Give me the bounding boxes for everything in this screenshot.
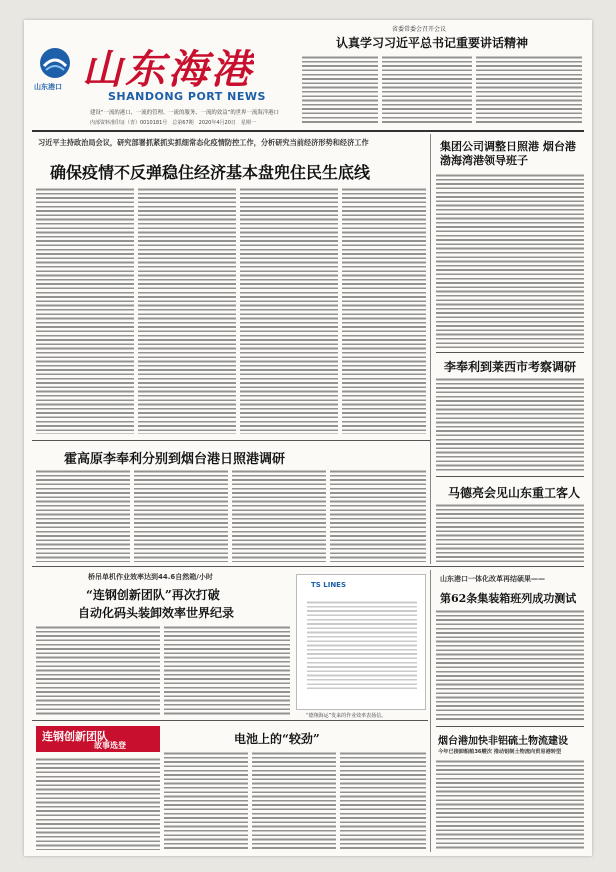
masthead-slogan: 建设“一流的港口、一流的管理、一流的服务、一流的效益”的世界一流海洋港口 [90, 110, 279, 116]
right-divider-2 [436, 476, 584, 477]
lead-body-col3 [240, 186, 338, 434]
huo-body-col1 [36, 468, 130, 562]
column-divider [430, 134, 431, 564]
yantai-subtitle: 今年已接卸船舶36艘次 推动铝制土物流向贸易港转型 [438, 749, 562, 755]
robot-kicker: 桥吊单机作业效率达到44.6自然箱/小时 [88, 573, 213, 581]
right-divider-1 [436, 352, 584, 353]
container-kicker: 山东港口一体化改革再结硕果—— [440, 575, 545, 583]
right-divider-3 [436, 726, 584, 727]
right-story2-headline: 李奉利到莱西市考察调研 [444, 360, 577, 374]
container-body [436, 608, 584, 722]
logo-emblem [38, 46, 72, 80]
right-story2-body [436, 376, 584, 472]
right-story3-headline: 马德亮会见山东重工客人 [448, 486, 581, 500]
gears-body-col1 [164, 750, 248, 850]
lead-body-col2 [138, 186, 236, 434]
robot-headline-2: 自动化码头装卸效率世界纪录 [78, 606, 235, 620]
team-story-body [36, 756, 160, 850]
robot-headline-1: “连钢创新团队”再次打破 [86, 588, 220, 602]
robot-body-col1 [36, 624, 160, 716]
team-box-label-2: 故事选登 [94, 741, 126, 750]
gears-body-col2 [252, 750, 336, 850]
lead-headline: 确保疫情不反弹稳住经济基本盘兜住民生底线 [50, 163, 371, 182]
yantai-body [436, 758, 584, 850]
lead-body-col1 [36, 186, 134, 434]
top-right-kicker: 省委常委会召开会议 [392, 26, 447, 33]
column-divider-lower [430, 570, 431, 852]
lower-divider [32, 566, 584, 567]
ts-lines-caption: “德翔海运”发来的作业效率表扬信。 [306, 713, 387, 719]
top-right-body [302, 54, 378, 124]
team-story-box [36, 726, 160, 752]
gears-headline: 电池上的“较劲” [234, 732, 320, 746]
container-headline: 第62条集装箱班列成功测试 [440, 592, 577, 605]
top-right-body-2 [382, 54, 472, 124]
huo-body-col4 [330, 468, 426, 562]
huo-body-col2 [134, 468, 228, 562]
mid-divider [32, 440, 430, 441]
top-right-body-3 [476, 54, 582, 124]
bottom-divider [32, 720, 428, 721]
masthead-title: 山东海港 [82, 46, 254, 93]
lead-subtitle-line1: 习近平主持政治局会议，研究部署抓紧抓实抓细常态化疫情防控工作，分析研究当前经济形势和经济工作 [38, 138, 369, 147]
yantai-headline: 烟台港加快非铝硫土物流建设 [438, 736, 568, 747]
right-story1-headline: 集团公司调整日照港 烟台港渤海湾港领导班子 [440, 140, 576, 167]
gears-body-col3 [340, 750, 426, 850]
top-right-headline: 认真学习习近平总书记重要讲话精神 [336, 36, 529, 50]
huo-headline: 霍高原李奉利分别到烟台港日照港调研 [64, 452, 286, 467]
ts-lines-logo: TS LINES [311, 581, 346, 589]
right-story1-body [436, 172, 584, 348]
ts-lines-letter [296, 574, 426, 710]
robot-body-col2 [164, 624, 290, 716]
team-box-label-1: 连钢创新团队 [42, 730, 108, 743]
huo-body-col3 [232, 468, 326, 562]
logo-caption: 山东港口 [34, 83, 62, 91]
ts-lines-letter-text [307, 599, 417, 689]
newspaper-page [24, 20, 592, 856]
masthead-title-en: SHANDONG PORT NEWS [108, 90, 266, 103]
right-story3-body [436, 502, 584, 562]
masthead-divider [32, 130, 584, 132]
issue-info: 内部资料准印证（青）0010181号 总第67期 2020年4月20日 星期一 [90, 120, 256, 126]
lead-body-col4 [342, 186, 426, 434]
